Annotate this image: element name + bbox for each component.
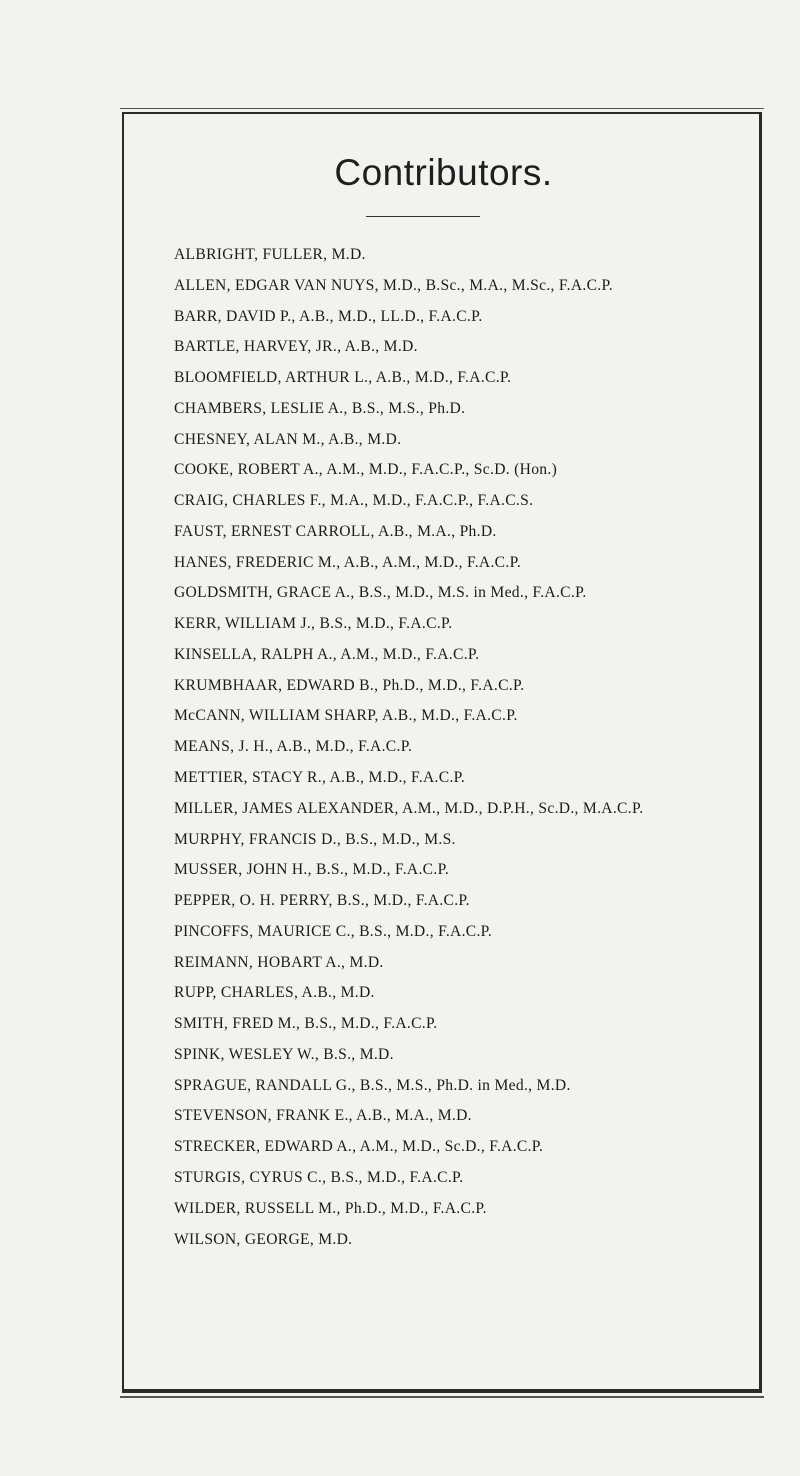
contributor-entry: BARR, DAVID P., A.B., M.D., LL.D., F.A.C.P.: [174, 307, 483, 325]
contributor-entry: KERR, WILLIAM J., B.S., M.D., F.A.C.P.: [174, 615, 453, 633]
contributor-entry: MURPHY, FRANCIS D., B.S., M.D., M.S.: [174, 830, 456, 848]
contributor-entry: ALBRIGHT, FULLER, M.D.: [174, 246, 366, 263]
contributor-entry: PEPPER, O. H. PERRY, B.S., M.D., F.A.C.P.: [174, 892, 470, 910]
contributor-entry: ALLEN, EDGAR VAN NUYS, M.D., B.Sc., M.A., M.Sc., F.A.C.P.: [174, 276, 613, 294]
contributor-entry: COOKE, ROBERT A., A.M., M.D., F.A.C.P., Sc.D. (Hon.): [174, 461, 558, 479]
contributor-entry: SMITH, FRED M., B.S., M.D., F.A.C.P.: [174, 1015, 438, 1033]
contributor-entry: FAUST, ERNEST CARROLL, A.B., M.A., Ph.D.: [174, 522, 497, 540]
contributor-entry: BLOOMFIELD, ARTHUR L., A.B., M.D., F.A.C.P.: [174, 369, 512, 387]
contributor-entry: WILSON, GEORGE, M.D.: [174, 1230, 353, 1248]
contributors-list: [174, 240, 643, 1255]
title-divider: [366, 216, 480, 217]
contributor-entry: STRECKER, EDWARD A., A.M., M.D., Sc.D., F.A.C.P.: [174, 1138, 544, 1156]
contributor-entry: CHESNEY, ALAN M., A.B., M.D.: [174, 430, 402, 448]
page-title: Contributors.: [334, 152, 553, 193]
contributor-entry: METTIER, STACY R., A.B., M.D., F.A.C.P.: [174, 769, 466, 787]
contributor-entry: STEVENSON, FRANK E., A.B., M.A., M.D.: [174, 1107, 472, 1125]
contributor-entry: MEANS, J. H., A.B., M.D., F.A.C.P.: [174, 738, 413, 756]
contributor-entry: CRAIG, CHARLES F., M.A., M.D., F.A.C.P., F.A.C.S.: [174, 492, 534, 510]
frame-outer-bottom-rule: [120, 1396, 764, 1398]
contributor-entry: REIMANN, HOBART A., M.D.: [174, 953, 384, 971]
contributor-entry: BARTLE, HARVEY, JR., A.B., M.D.: [174, 338, 418, 356]
contributor-entry: PINCOFFS, MAURICE C., B.S., M.D., F.A.C.P.: [174, 922, 493, 940]
contributor-entry: RUPP, CHARLES, A.B., M.D.: [174, 984, 375, 1002]
contributor-entry: HANES, FREDERIC M., A.B., A.M., M.D., F.A.C.P.: [174, 553, 522, 571]
frame-outer-top-rule: [120, 108, 764, 109]
contributor-entry: MUSSER, JOHN H., B.S., M.D., F.A.C.P.: [174, 861, 450, 879]
contributor-entry: MILLER, JAMES ALEXANDER, A.M., M.D., D.P.H., Sc.D., M.A.C.P.: [174, 799, 644, 817]
contributor-entry: GOLDSMITH, GRACE A., B.S., M.D., M.S. in Med., F.A.C.P.: [174, 584, 587, 602]
contributor-entry: KINSELLA, RALPH A., A.M., M.D., F.A.C.P.: [174, 645, 480, 663]
contributor-entry: KRUMBHAAR, EDWARD B., Ph.D., M.D., F.A.C.P.: [174, 676, 525, 694]
contributor-entry: McCANN, WILLIAM SHARP, A.B., M.D., F.A.C.P.: [174, 707, 518, 725]
contributor-entry: STURGIS, CYRUS C., B.S., M.D., F.A.C.P.: [174, 1168, 464, 1186]
contributor-entry: SPINK, WESLEY W., B.S., M.D.: [174, 1045, 394, 1063]
contributor-entry: WILDER, RUSSELL M., Ph.D., M.D., F.A.C.P.: [174, 1199, 487, 1217]
contributor-entry: SPRAGUE, RANDALL G., B.S., M.S., Ph.D. in Med., M.D.: [174, 1076, 571, 1094]
contributor-entry: CHAMBERS, LESLIE A., B.S., M.S., Ph.D.: [174, 399, 466, 417]
